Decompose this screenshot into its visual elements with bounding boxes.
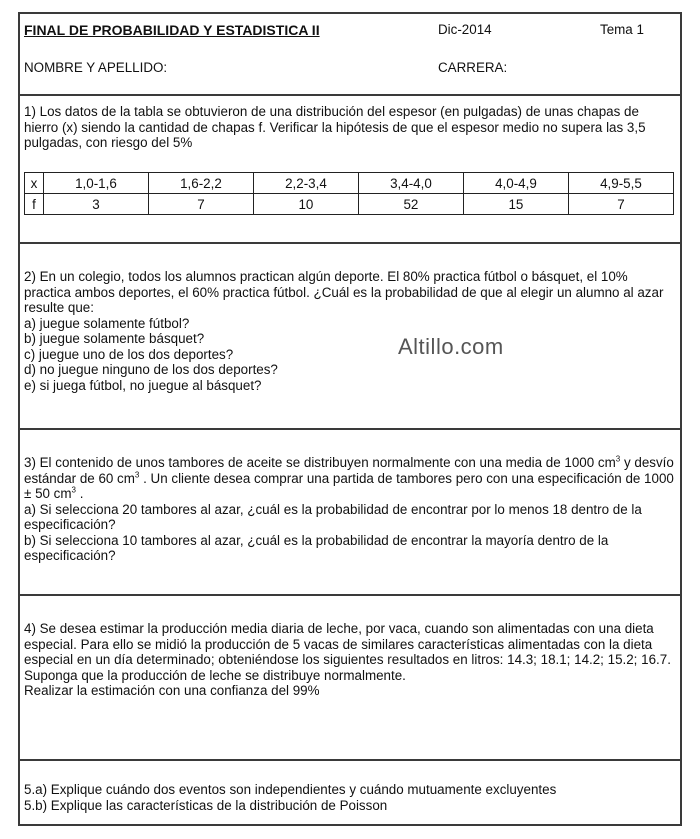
question-3-text	[24, 455, 674, 564]
table-cell: 1,6-2,2	[148, 173, 253, 194]
question-2-item-e: e) si juega fútbol, no juegue al básquet?	[24, 377, 262, 393]
question-2-item-c: c) juegue uno de los dos deportes?	[24, 346, 234, 362]
table-cell: 4,9-5,5	[568, 173, 673, 194]
question-4-confidence: Realizar la estimación con una confianza del 99%	[24, 683, 320, 698]
table-cell: 15	[463, 194, 568, 215]
question-2-item-b: b) juegue solamente básquet?	[24, 331, 205, 346]
exam-date: Dic-2014	[438, 22, 492, 37]
question-2-text	[24, 269, 674, 393]
question-3-section	[20, 430, 680, 596]
exam-sheet	[18, 12, 682, 826]
altillo-watermark: Altillo.com	[398, 334, 504, 359]
question-4-section	[20, 596, 680, 761]
table-cell: 7	[568, 194, 673, 215]
table-cell: 1,0-1,6	[43, 173, 148, 194]
table-cell: 3	[43, 194, 148, 215]
table-row-f	[25, 194, 674, 215]
career-label: CARRERA:	[438, 60, 508, 75]
question-3-item-b: b) Si selecciona 10 tambores al azar, ¿cuál es la probabilidad de encontrar la mayoría dentro de la especificación?	[24, 532, 609, 563]
question-2-item-d: d) no juegue ninguno de los dos deportes?	[24, 362, 278, 377]
table-cell: 3,4-4,0	[358, 173, 463, 194]
table-cell: 10	[253, 194, 358, 215]
table-cell: 7	[148, 194, 253, 215]
table-cell: 52	[358, 194, 463, 215]
question-3-item-a: a) Si selecciona 20 tambores al azar, ¿cuál es la probabilidad de encontrar por lo menos 18 dentro de la especificación?	[24, 501, 642, 532]
question-1-section	[20, 96, 680, 244]
table-cell: f	[25, 194, 44, 215]
question-5-section	[20, 761, 680, 824]
question-2-section	[20, 244, 680, 430]
table-row-x	[25, 173, 674, 194]
table-cell: x	[25, 173, 44, 194]
table-cell: 2,2-3,4	[253, 173, 358, 194]
question-5-item-a: 5.a) Explique cuándo dos eventos son independientes y cuándo mutuamente excluyentes	[24, 782, 557, 797]
exam-tema: Tema 1	[600, 22, 644, 37]
table-cell: 4,0-4,9	[463, 173, 568, 194]
question-3-intro: 3) El contenido de unos tambores de aceite se distribuyen normalmente con una media de 1000 $cm^3$ y desvío estándar de 60 $cm^3$ . Un cliente desea comprar una partida de tambores pero con una especificación de 1000 ± 50 $cm^3$ .	[24, 454, 674, 501]
exam-title: FINAL DE PROBABILIDAD Y ESTADISTICA II	[24, 22, 320, 38]
name-label: NOMBRE Y APELLIDO:	[24, 60, 168, 75]
question-4-body: 4) Se desea estimar la producción media diaria de leche, por vaca, cuando son alimentadas con una dieta especial. Para ello se midió la producción de 5 vacas de similares características alimentadas con la dieta especial en un día determinado; obteniéndose los siguientes resultados en litros: 14.3; 18.1; 14.2; 15.2; 16.7. Suponga que la producción de leche se distribuye normalmente.	[24, 621, 671, 683]
question-2-intro: 2) En un colegio, todos los alumnos practican algún deporte. El 80% practica fútbol o básquet, el 10% practica ambos deportes, el 60% practica fútbol. ¿Cuál es la probabilidad de que al elegir un alumno al azar resulte que:	[24, 269, 664, 315]
header-section	[20, 14, 680, 96]
question-5-item-b: 5.b) Explique las características de la distribución de Poisson	[24, 797, 388, 813]
frequency-table	[24, 172, 674, 215]
question-4-text	[24, 621, 674, 699]
question-5-text	[24, 782, 674, 813]
question-1-text: 1) Los datos de la tabla se obtuvieron de una distribución del espesor (en pulgadas) de unas chapas de hierro (x) siendo la cantidad de chapas f. Verificar la hipótesis de que el espesor medio no supera las 3,5 pulgadas, con riesgo del 5%	[24, 104, 646, 150]
question-2-item-a: a) juegue solamente fútbol?	[24, 315, 190, 331]
